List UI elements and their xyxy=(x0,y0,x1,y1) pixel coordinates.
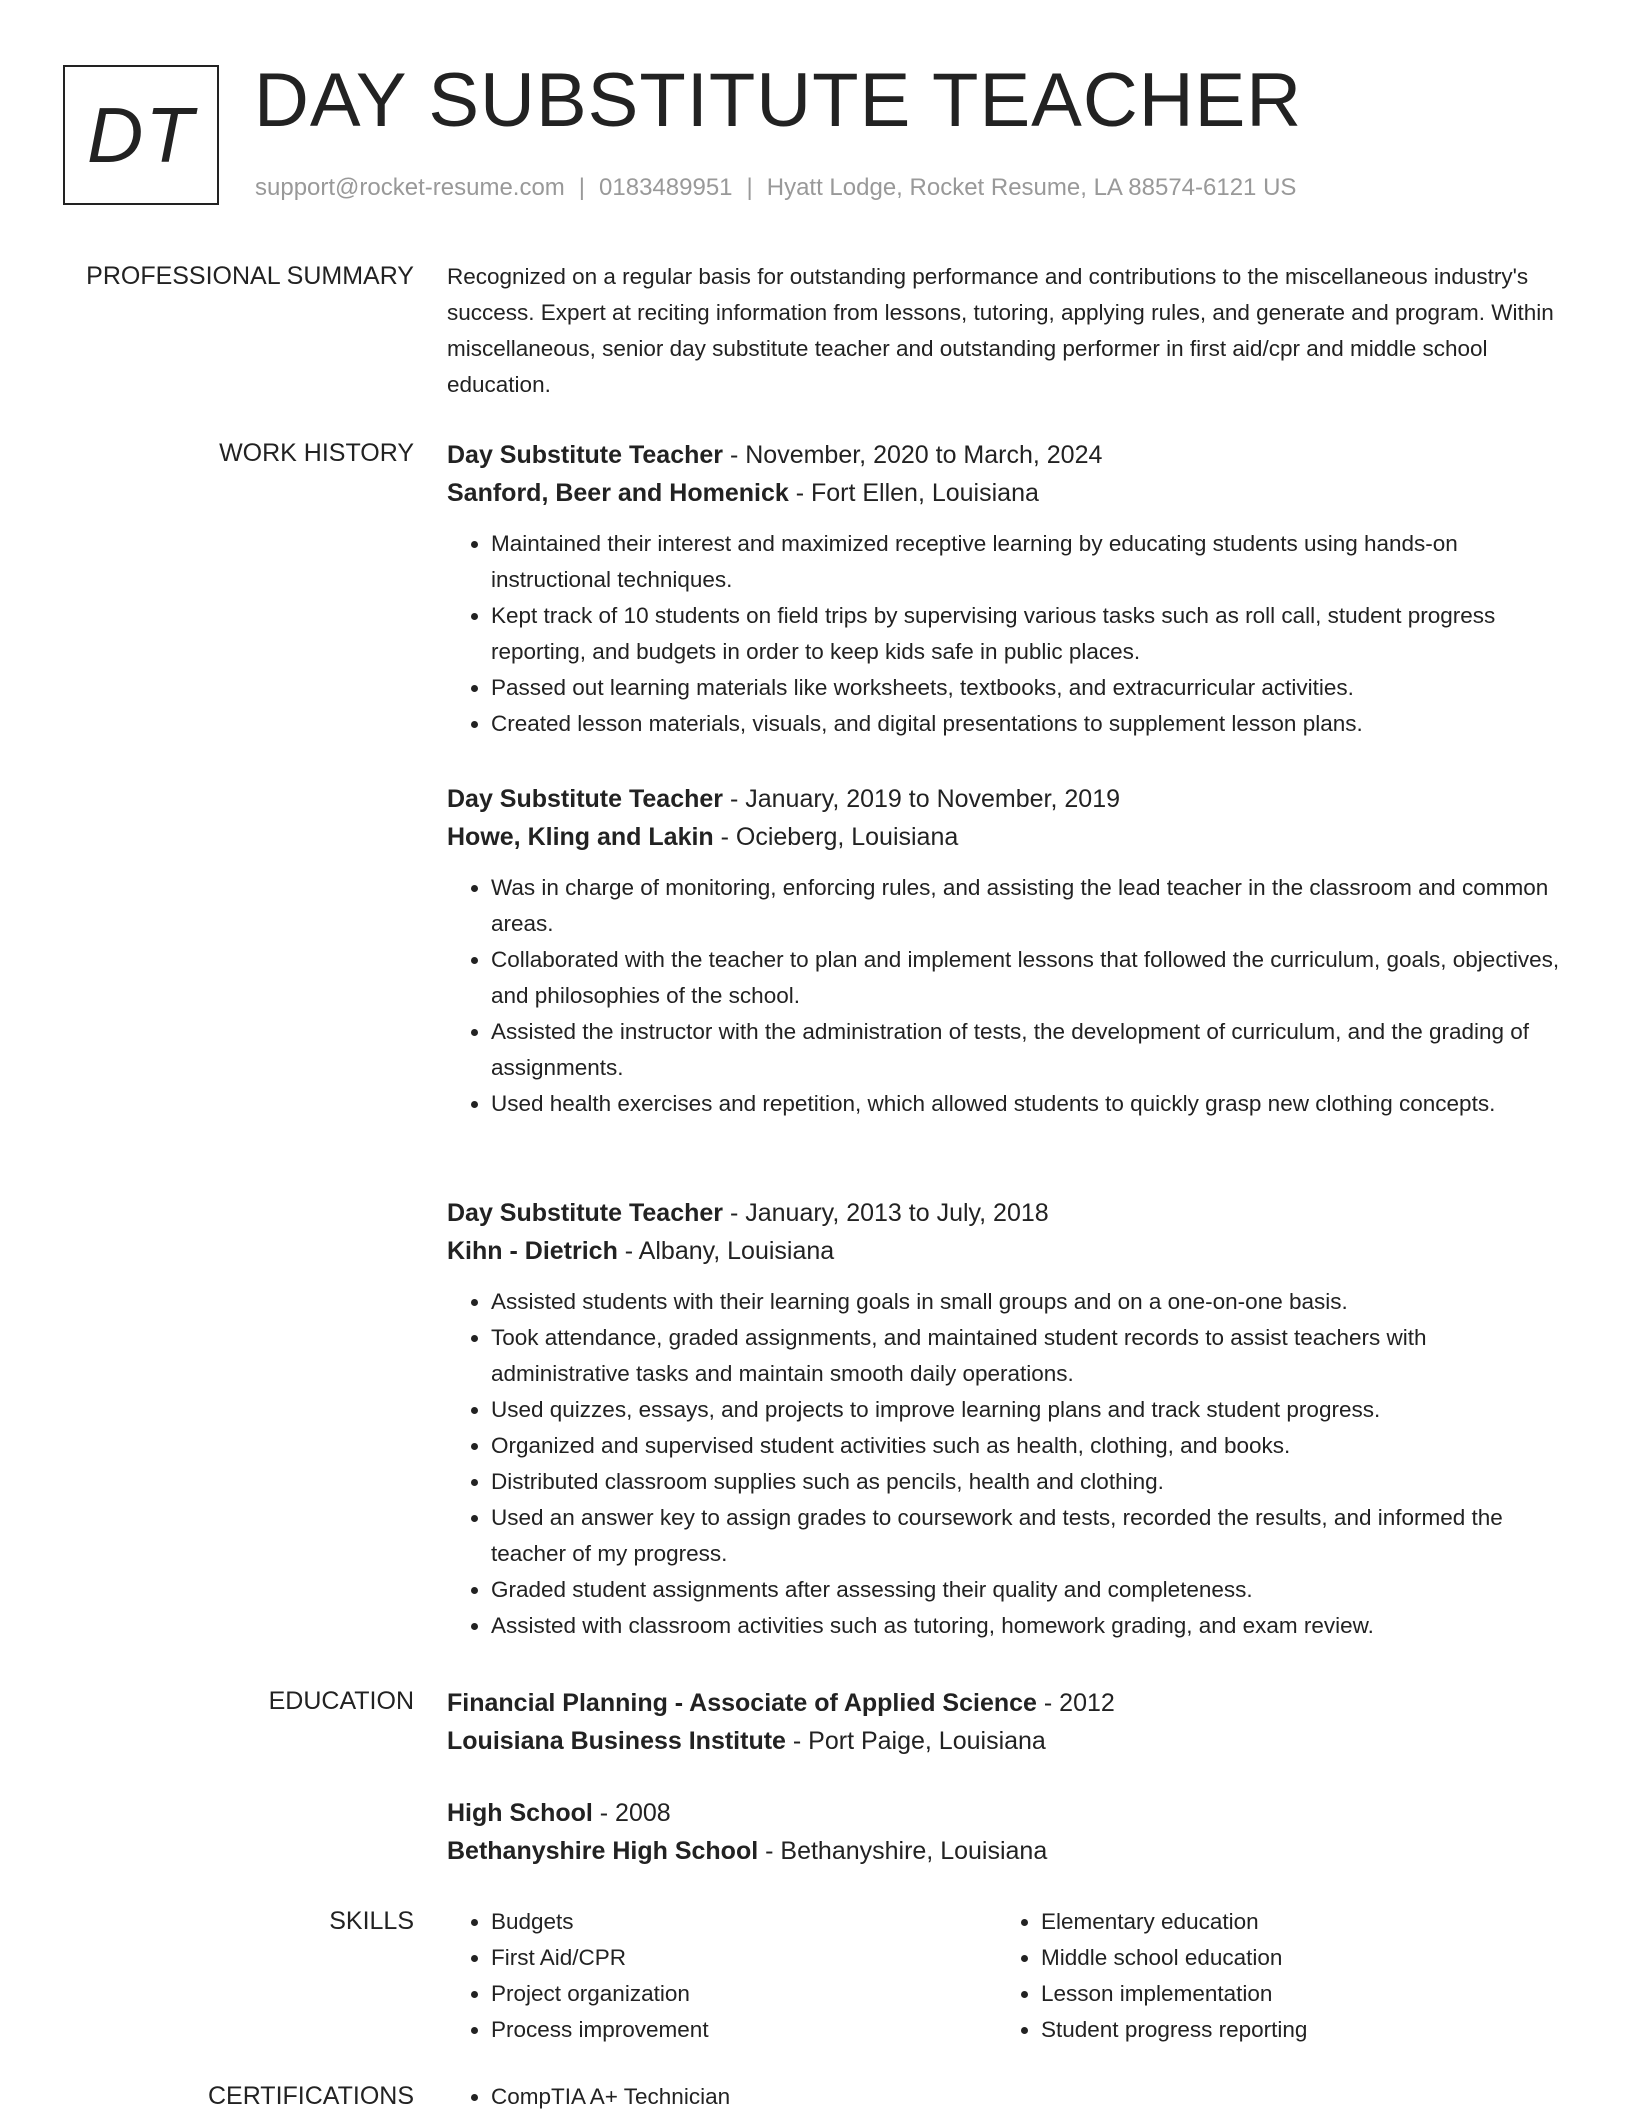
list-item: • Maintained their interest and maximized receptive learning by educating students using hands-on instructional techniques. xyxy=(491,526,1567,598)
education-degree: Financial Planning - Associate of Applied Science xyxy=(447,1689,1037,1717)
education-school-line xyxy=(447,1722,1567,1760)
education-entry xyxy=(447,1684,1567,1760)
section-label-skills: SKILLS xyxy=(329,1907,414,1935)
section-label-certifications: CERTIFICATIONS xyxy=(207,2082,414,2110)
page-title: DAY SUBSTITUTE TEACHER xyxy=(254,58,1303,143)
list-item: • Project organization xyxy=(491,1976,997,2012)
job-bullets xyxy=(447,1284,1567,1644)
job-company: Sanford, Beer and Homenick xyxy=(447,479,789,507)
list-item: • Used an answer key to assign grades to coursework and tests, recorded the results, and informed the teacher of my progress. xyxy=(491,1500,1567,1572)
list-item: • Was in charge of monitoring, enforcing rules, and assisting the lead teacher in the classroom and common areas. xyxy=(491,870,1567,942)
list-item: • Used quizzes, essays, and projects to improve learning plans and track student progress. xyxy=(491,1392,1567,1428)
job-company-line xyxy=(447,1232,1567,1270)
list-item: • Elementary education xyxy=(1041,1904,1547,1940)
job-company: Kihn - Dietrich xyxy=(447,1237,618,1265)
list-item: • Used health exercises and repetition, which allowed students to quickly grasp new clothing concepts. xyxy=(491,1086,1567,1122)
education-degree-line xyxy=(447,1794,1567,1832)
list-item: • Passed out learning materials like worksheets, textbooks, and extracurricular activities. xyxy=(491,670,1567,706)
education-year: - 2012 xyxy=(1036,1689,1115,1717)
job-location: - Ocieberg, Louisiana xyxy=(713,823,959,851)
list-item: • Student progress reporting xyxy=(1041,2012,1547,2048)
list-item: • Assisted with classroom activities such as tutoring, homework grading, and exam review. xyxy=(491,1608,1567,1644)
list-item: • CompTIA A+ Technician xyxy=(491,2079,1567,2115)
list-item: • Assisted the instructor with the administration of tests, the development of curriculum, and the grading of assignments. xyxy=(491,1014,1567,1086)
skills-column-left xyxy=(447,1904,997,2048)
list-item: • Lesson implementation xyxy=(1041,1976,1547,2012)
list-item: • Graded student assignments after assessing their quality and completeness. xyxy=(491,1572,1567,1608)
job-location: - Fort Ellen, Louisiana xyxy=(788,479,1039,507)
job-title: Day Substitute Teacher xyxy=(447,1199,724,1227)
job-company-line xyxy=(447,474,1567,512)
list-item: • Kept track of 10 students on field trips by supervising various tasks such as roll call, student progress reporting, and budgets in order to keep kids safe in public places. xyxy=(491,598,1567,670)
section-label-summary: PROFESSIONAL SUMMARY xyxy=(86,262,414,290)
job-title: Day Substitute Teacher xyxy=(447,441,724,469)
job-entry xyxy=(447,780,1567,1122)
list-item: • Process improvement xyxy=(491,2012,997,2048)
education-year: - 2008 xyxy=(592,1799,671,1827)
contact-phone[interactable]: 0183489951 xyxy=(599,174,733,201)
education-school: Bethanyshire High School xyxy=(447,1837,759,1865)
job-company-line xyxy=(447,818,1567,856)
job-title: Day Substitute Teacher xyxy=(447,785,724,813)
education-school-line xyxy=(447,1832,1567,1870)
job-title-line xyxy=(447,780,1567,818)
list-item: • Distributed classroom supplies such as pencils, health and clothing. xyxy=(491,1464,1567,1500)
list-item: • Budgets xyxy=(491,1904,997,1940)
list-item: • Created lesson materials, visuals, and digital presentations to supplement lesson plans. xyxy=(491,706,1567,742)
job-company: Howe, Kling and Lakin xyxy=(447,823,714,851)
job-location: - Albany, Louisiana xyxy=(617,1237,835,1265)
job-dates: - January, 2019 to November, 2019 xyxy=(723,785,1121,813)
summary-text: Recognized on a regular basis for outstanding performance and contributions to the miscellaneous industry's success. Expert at reciting information from lessons, tutoring, applying rules, and generate and program. Within miscellaneous, senior day substitute teacher and outstanding performer in first aid/cpr and middle school education. xyxy=(447,264,1554,397)
job-title-line xyxy=(447,436,1567,474)
contact-line xyxy=(255,174,1296,202)
job-bullets xyxy=(447,870,1567,1122)
job-title-line xyxy=(447,1194,1567,1232)
skills-grid xyxy=(447,1904,1567,2048)
job-entry xyxy=(447,436,1567,742)
contact-separator: | xyxy=(746,174,753,201)
monogram-badge: DT xyxy=(63,65,219,205)
list-item: • Collaborated with the teacher to plan and implement lessons that followed the curriculum, goals, objectives, and philosophies of the school. xyxy=(491,942,1567,1014)
job-entry xyxy=(447,1194,1567,1644)
education-degree: High School xyxy=(447,1799,593,1827)
education-school: Louisiana Business Institute xyxy=(447,1727,786,1755)
skills-column-right xyxy=(997,1904,1547,2048)
section-label-education: EDUCATION xyxy=(268,1687,414,1715)
contact-email[interactable]: support@rocket-resume.com xyxy=(255,174,565,201)
job-dates: - November, 2020 to March, 2024 xyxy=(723,441,1103,469)
education-entry xyxy=(447,1794,1567,1870)
list-item: • Organized and supervised student activities such as health, clothing, and books. xyxy=(491,1428,1567,1464)
contact-address: Hyatt Lodge, Rocket Resume, LA 88574-6121 US xyxy=(766,174,1297,201)
education-degree-line xyxy=(447,1684,1567,1722)
list-item: • First Aid/CPR xyxy=(491,1940,997,1976)
education-location: - Bethanyshire, Louisiana xyxy=(758,1837,1048,1865)
section-label-work-history: WORK HISTORY xyxy=(219,439,414,467)
job-dates: - January, 2013 to July, 2018 xyxy=(723,1199,1049,1227)
contact-separator: | xyxy=(578,174,586,201)
list-item: • Middle school education xyxy=(1041,1940,1547,1976)
list-item: • Took attendance, graded assignments, and maintained student records to assist teachers with administrative tasks and maintain smooth daily operations. xyxy=(491,1320,1567,1392)
job-bullets xyxy=(447,526,1567,742)
list-item: • Assisted students with their learning goals in small groups and on a one-on-one basis. xyxy=(491,1284,1567,1320)
education-location: - Port Paige, Louisiana xyxy=(785,1727,1046,1755)
